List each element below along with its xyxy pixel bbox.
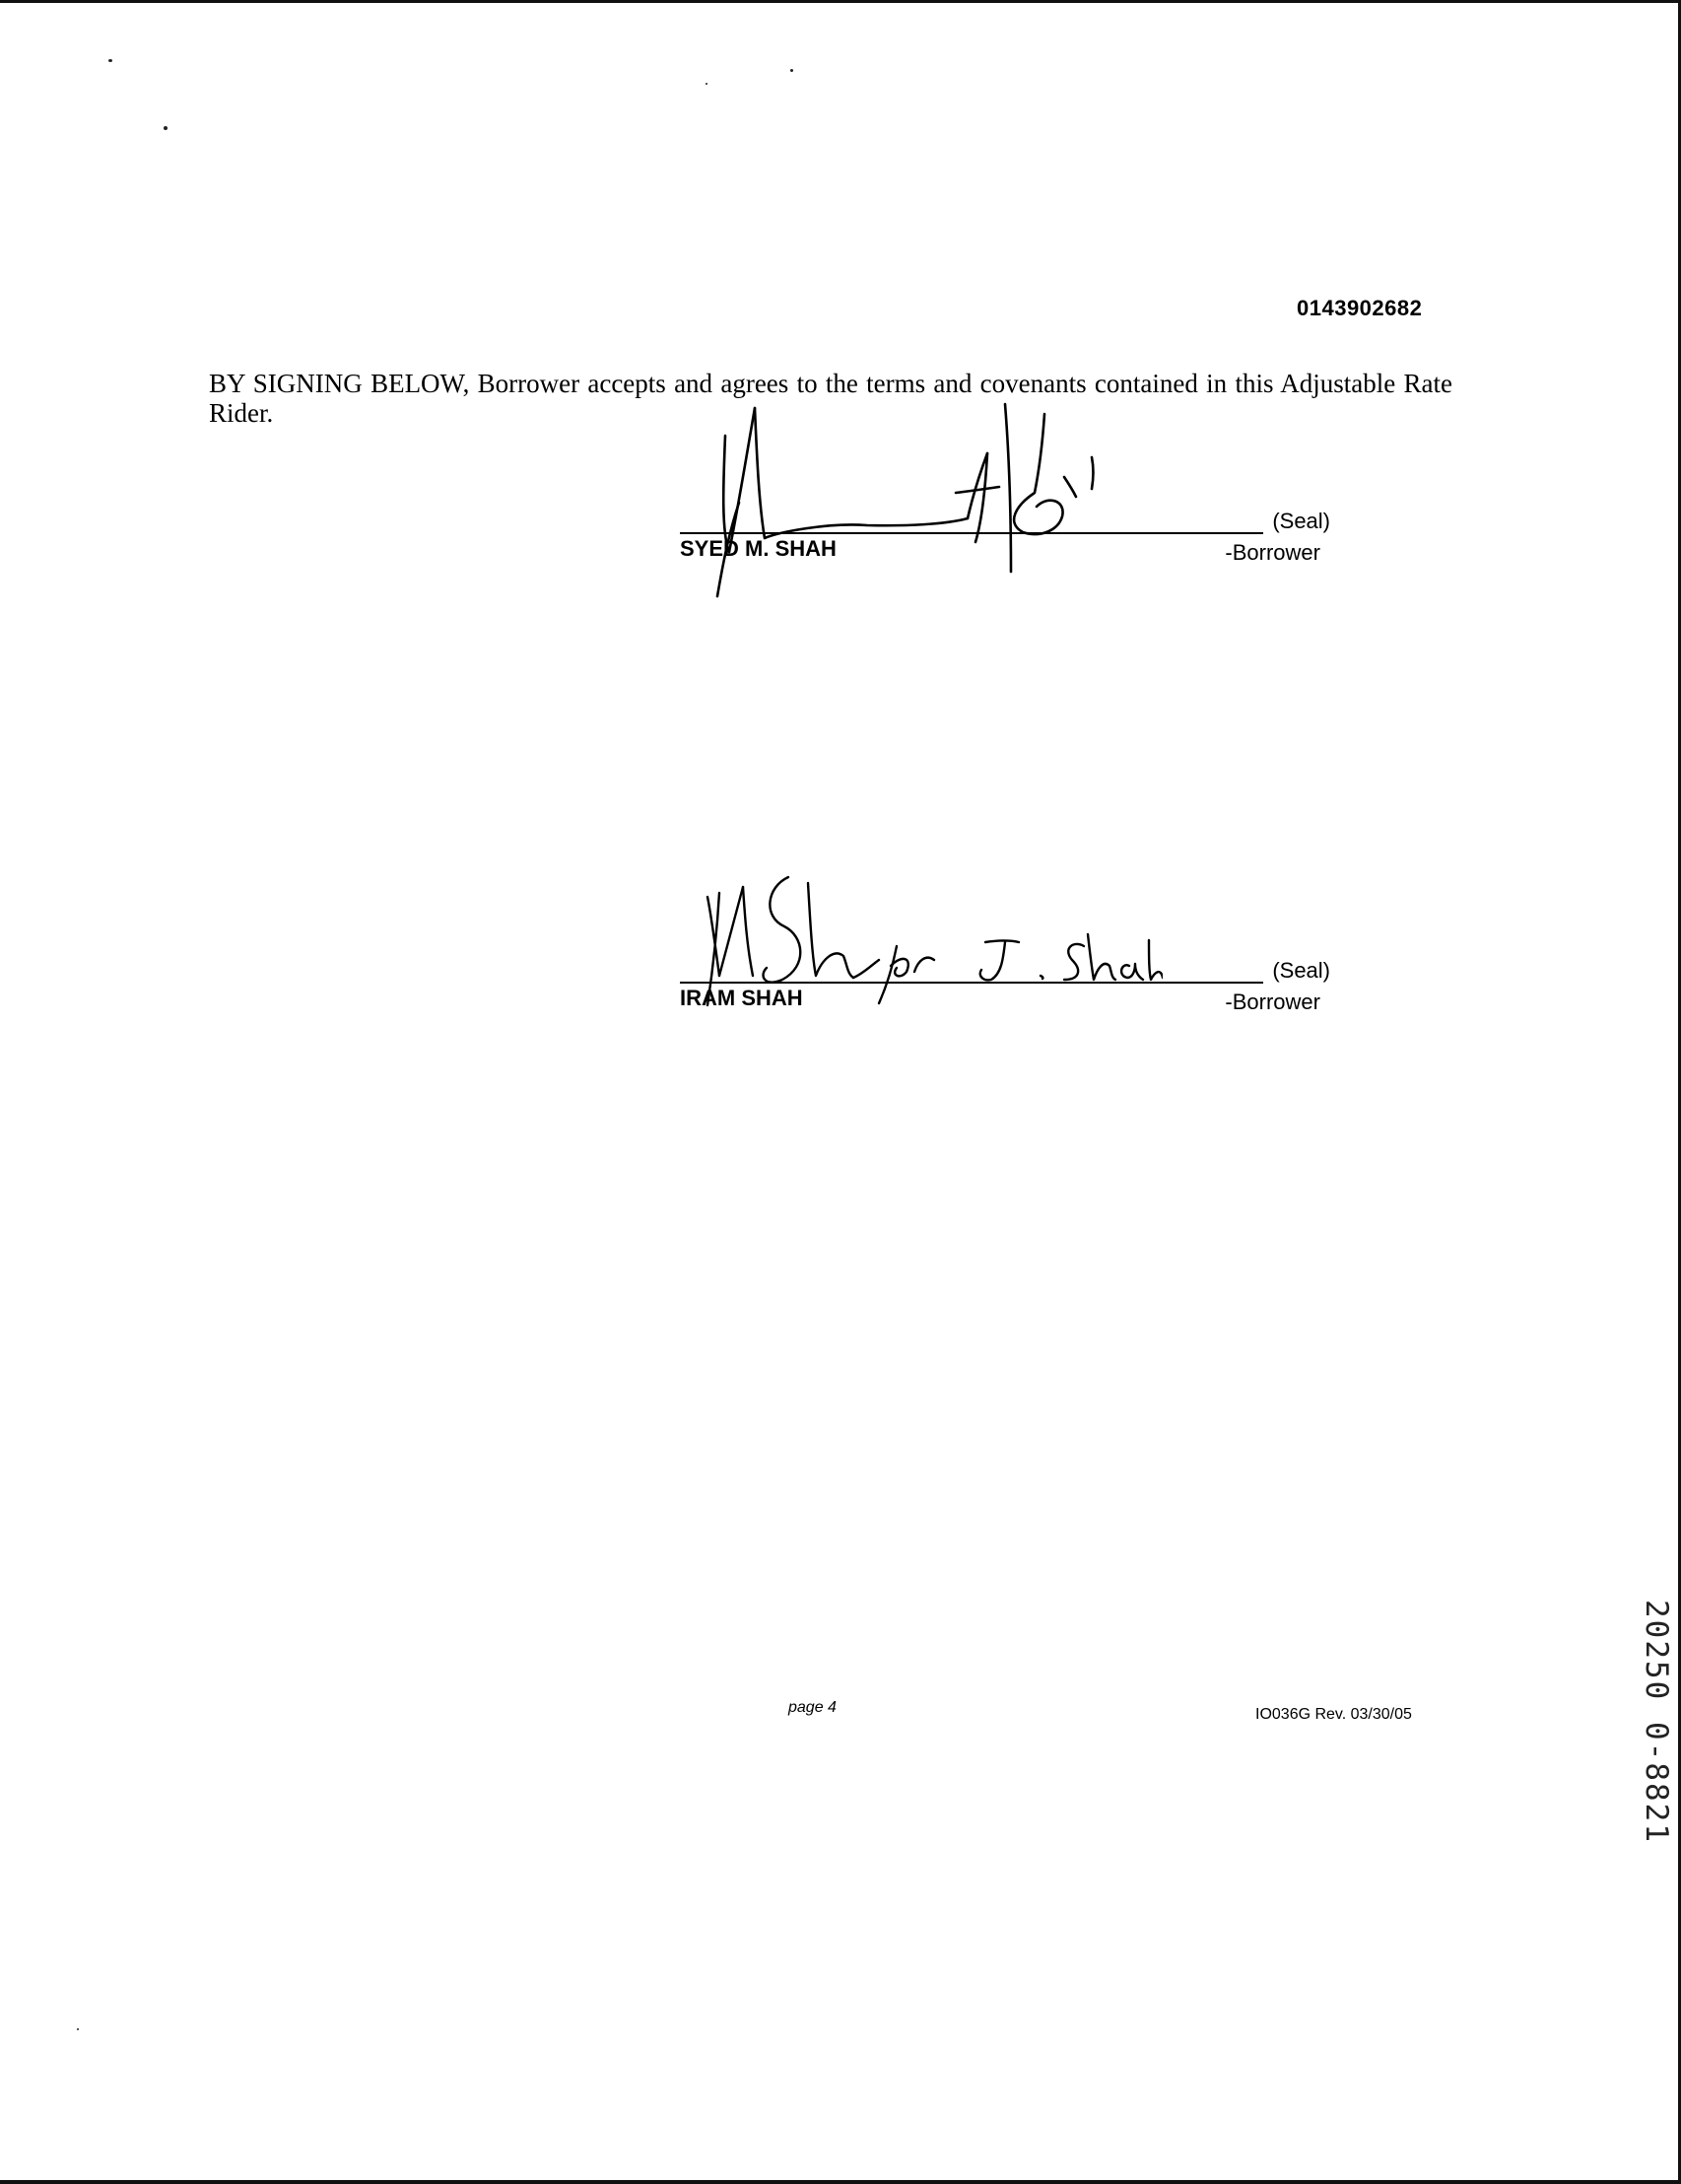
seal-label: (Seal) (1272, 509, 1330, 533)
borrower-role: -Borrower (1225, 540, 1320, 565)
side-stamp (1639, 1589, 1674, 1855)
scan-edge-top (0, 0, 1681, 3)
intro-paragraph: BY SIGNING BELOW, Borrower accepts and agrees to the terms and covenants contained in this Adjustable Rate Rider. (209, 369, 1452, 428)
loan-number: 0143902682 (1297, 296, 1423, 320)
borrower-role: -Borrower (1225, 990, 1320, 1014)
side-stamp-text: 20250 0-8821 (1639, 1600, 1674, 1844)
signature-block-borrower-1 (680, 507, 1330, 576)
scan-speck (77, 2028, 79, 2030)
scan-speck (706, 83, 707, 85)
scan-speck (164, 126, 168, 130)
scan-edge-bottom (0, 2180, 1681, 2184)
signature-block-borrower-2 (680, 956, 1330, 1025)
signature-line (680, 532, 1263, 534)
borrower-name: SYED M. SHAH (680, 536, 837, 561)
scan-speck (790, 69, 793, 72)
borrower-name: IRAM SHAH (680, 986, 803, 1010)
form-identifier: IO036G Rev. 03/30/05 (1255, 1706, 1412, 1723)
signature-line (680, 982, 1263, 984)
page-number: page 4 (788, 1699, 837, 1716)
scan-speck (108, 59, 112, 62)
seal-label: (Seal) (1272, 958, 1330, 983)
